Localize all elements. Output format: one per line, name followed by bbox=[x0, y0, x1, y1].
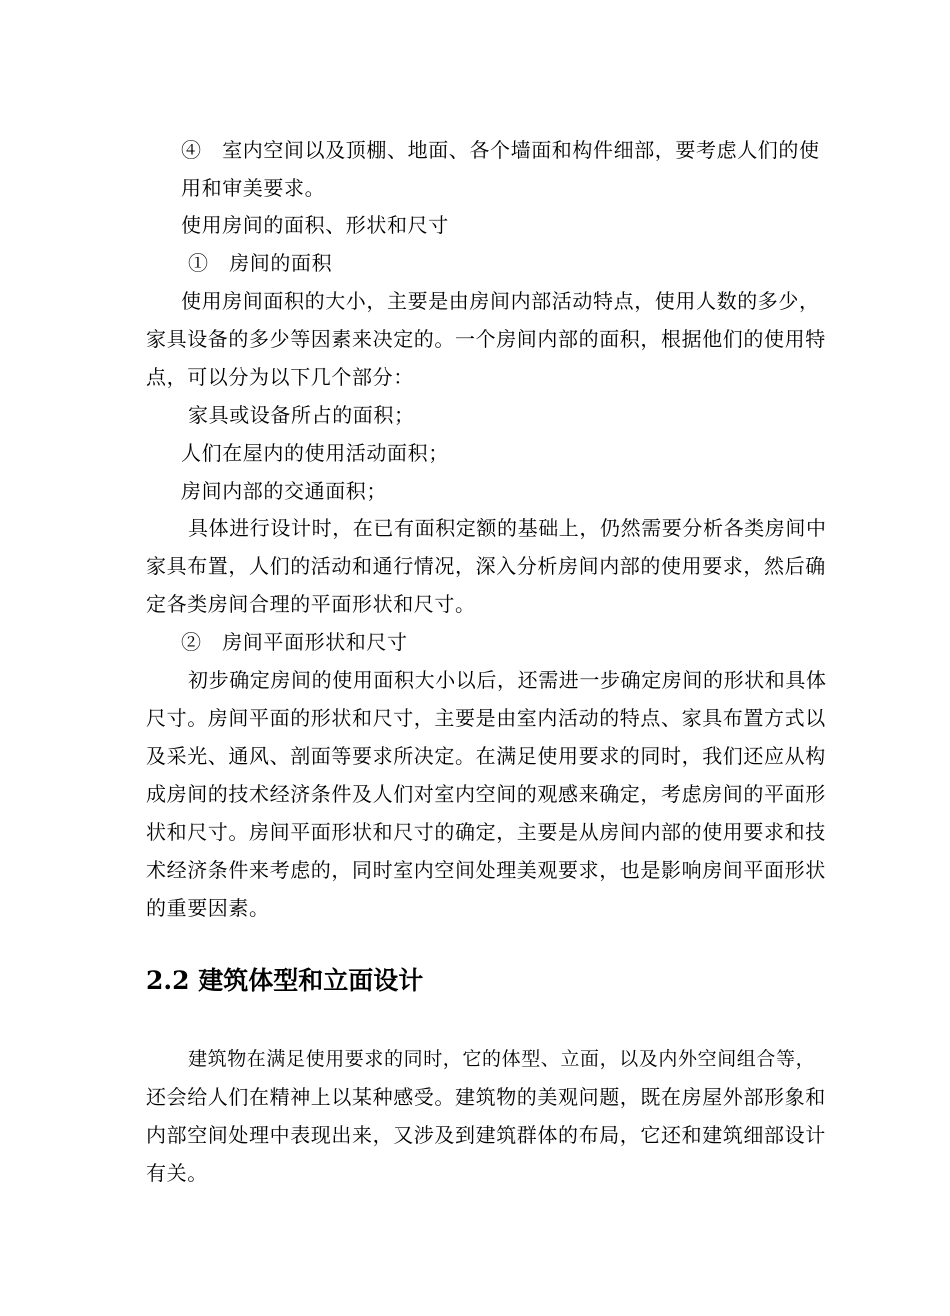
paragraph-3-line-6: 术经济条件来考虑的，同时室内空间处理美观要求，也是影响房间平面形状 bbox=[146, 858, 826, 882]
area-item-circulation: 房间内部的交通面积； bbox=[181, 479, 387, 503]
area-item-furniture: 家具或设备所占的面积； bbox=[188, 403, 415, 427]
paragraph-2-line-3: 定各类房间合理的平面形状和尺寸。 bbox=[146, 592, 476, 616]
subsection-title: 使用房间的面积、形状和尺寸 bbox=[181, 213, 449, 237]
area-item-activity: 人们在屋内的使用活动面积； bbox=[181, 441, 449, 465]
paragraph-4-line-2: 还会给人们在精神上以某种感受。建筑物的美观问题，既在房屋外部形象和 bbox=[146, 1085, 826, 1109]
paragraph-1-line-3: 点，可以分为以下几个部分： bbox=[146, 365, 414, 389]
paragraph-4-line-4: 有关。 bbox=[146, 1161, 208, 1185]
paragraph-3-line-2: 尺寸。房间平面的形状和尺寸，主要是由室内活动的特点、家具布置方式以 bbox=[146, 706, 826, 730]
paragraph-2-line-1: 具体进行设计时，在已有面积定额的基础上，仍然需要分析各类房间中 bbox=[188, 516, 827, 540]
paragraph-3-line-7: 的重要因素。 bbox=[146, 896, 270, 920]
item-1-title: ① 房间的面积 bbox=[188, 251, 333, 275]
paragraph-1-line-1: 使用房间面积的大小，主要是由房间内部活动特点，使用人数的多少， bbox=[181, 289, 820, 313]
list-item-4-line-2: 用和审美要求。 bbox=[181, 176, 326, 200]
section-heading: 2.2 建筑体型和立面设计 bbox=[146, 966, 424, 995]
list-item-4-line-1: ④ 室内空间以及顶棚、地面、各个墙面和构件细部，要考虑人们的使 bbox=[181, 138, 820, 162]
paragraph-1-line-2: 家具设备的多少等因素来决定的。一个房间内部的面积，根据他们的使用特 bbox=[146, 327, 826, 351]
paragraph-4-line-1: 建筑物在满足使用要求的同时，它的体型、立面，以及内外空间组合等， bbox=[188, 1048, 816, 1070]
paragraph-3-line-4: 成房间的技术经济条件及人们对室内空间的观感来确定，考虑房间的平面形 bbox=[146, 782, 826, 806]
paragraph-3-line-3: 及采光、通风、剖面等要求所决定。在满足使用要求的同时，我们还应从构 bbox=[146, 744, 826, 768]
item-2-title: ② 房间平面形状和尺寸 bbox=[181, 630, 408, 654]
paragraph-3-line-5: 状和尺寸。房间平面形状和尺寸的确定，主要是从房间内部的使用要求和技 bbox=[146, 820, 826, 844]
paragraph-2-line-2: 家具布置，人们的活动和通行情况，深入分析房间内部的使用要求，然后确 bbox=[146, 554, 826, 578]
paragraph-4-line-3: 内部空间处理中表现出来，又涉及到建筑群体的布局，它还和建筑细部设计 bbox=[146, 1123, 826, 1147]
paragraph-3-line-1: 初步确定房间的使用面积大小以后，还需进一步确定房间的形状和具体 bbox=[188, 668, 827, 692]
